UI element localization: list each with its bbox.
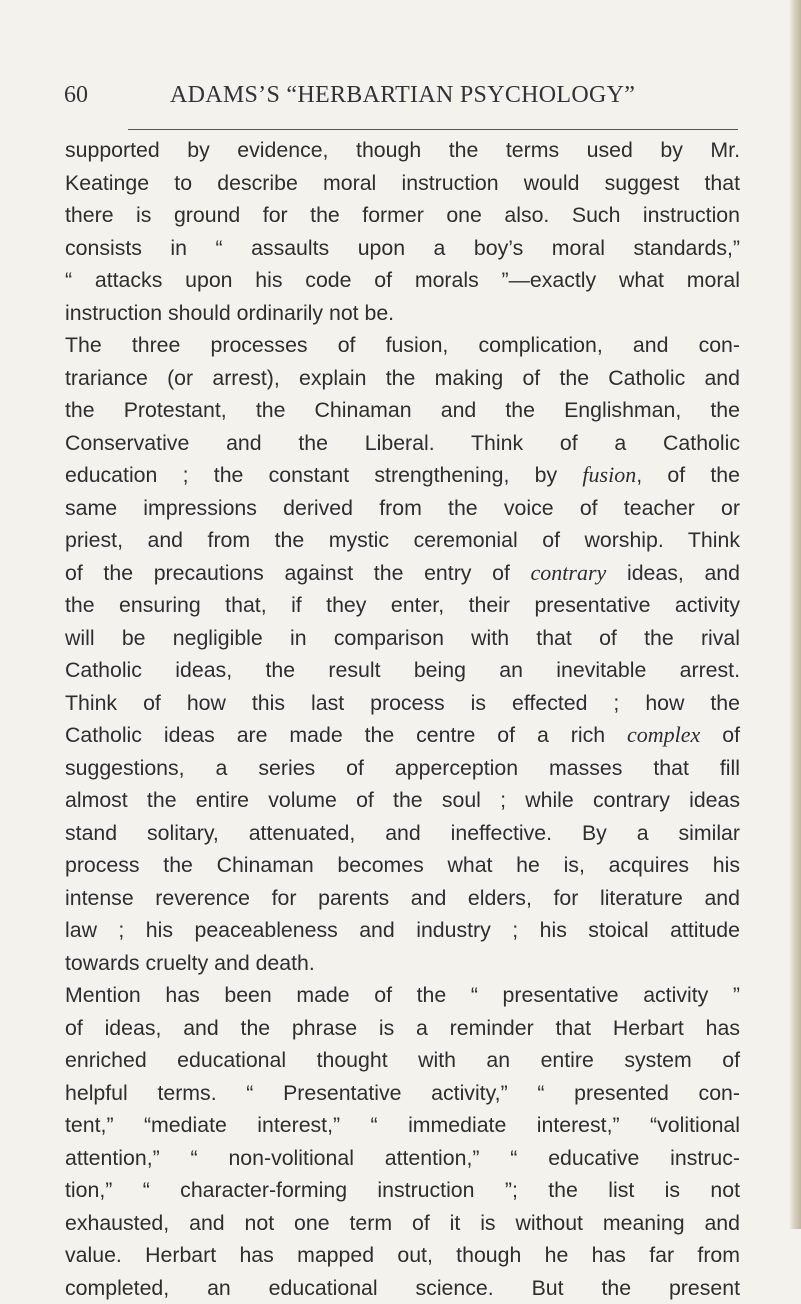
text-line [65,232,740,265]
text-line [65,849,740,882]
text-segment: value. Herbart has mapped out, though he has far from [65,1243,740,1267]
text-segment: Think of how this last process is effected ; how the [65,691,740,715]
page-header [64,82,744,122]
text-segment: attention,” “ non-volitional attention,” “ educative instruc- [65,1146,740,1170]
text-line [65,947,740,980]
text-segment: towards cruelty and death. [65,951,315,975]
text-line [65,167,740,200]
text-segment: Mention has been made of the “ presentative activity ” [65,983,740,1007]
text-line [65,199,740,232]
header-rule [128,129,738,130]
text-segment: same impressions derived from the voice of teacher or [65,496,740,520]
text-line [65,1142,740,1175]
text-segment: consists in “ assaults upon a boy’s moral standards,” [65,236,740,260]
text-line [65,264,740,297]
text-segment: Keatinge to describe moral instruction would suggest that [65,171,740,195]
text-line [65,1077,740,1110]
italic-term: contrary [531,560,607,585]
text-segment: will be negligible in comparison with that of the rival [65,626,740,650]
text-segment: “ attacks upon his code of morals ”—exactly what moral [65,268,740,292]
text-line [65,1109,740,1142]
italic-term: complex [627,722,700,747]
text-segment: law ; his peaceableness and industry ; his stoical attitude [65,918,740,942]
text-segment: enriched educational thought with an entire system of [65,1048,740,1072]
text-segment: the ensuring that, if they enter, their presentative activity [65,593,740,617]
text-segment: of the precautions against the entry of [65,561,531,585]
page-number: 60 [64,82,88,109]
text-line [65,1239,740,1272]
text-segment: Conservative and the Liberal. Think of a Catholic [65,431,740,455]
text-segment: of ideas, and the phrase is a reminder that Herbart has [65,1016,740,1040]
text-line [65,784,740,817]
text-segment: helpful terms. “ Presentative activity,” “ presented con- [65,1081,740,1105]
text-line [65,979,740,1012]
text-segment: suggestions, a series of apperception masses that fill [65,756,740,780]
text-segment: Catholic ideas are made the centre of a rich [65,723,627,747]
text-line [65,622,740,655]
text-line [65,654,740,687]
text-line [65,1207,740,1240]
text-segment: completed, an educational science. But the present [65,1276,740,1300]
text-line [65,914,740,947]
text-segment: tion,” “ character-forming instruction ”; the list is not [65,1178,740,1202]
text-segment: intense reverence for parents and elders, for literature and [65,886,740,910]
text-segment: almost the entire volume of the soul ; while contrary ideas [65,788,740,812]
text-segment: of [700,723,740,747]
page-edge-shadow [789,0,801,1229]
text-line [65,1174,740,1207]
text-line [65,687,740,720]
text-segment: supported by evidence, though the terms used by Mr. [65,138,740,162]
text-segment: there is ground for the former one also. Such instruction [65,203,740,227]
running-title: ADAMS’S “HERBARTIAN PSYCHOLOGY” [170,82,635,109]
text-segment: stand solitary, attenuated, and ineffective. By a similar [65,821,740,845]
text-line [65,362,740,395]
text-line [65,817,740,850]
italic-term: fusion [582,462,636,487]
text-line [65,719,740,752]
text-segment: The three processes of fusion, complication, and con- [65,333,740,357]
text-line [65,524,740,557]
text-segment: instruction should ordinarily not be. [65,301,394,325]
text-line [65,752,740,785]
text-line [65,1012,740,1045]
text-line [65,329,740,362]
text-segment: trariance (or arrest), explain the making of the Catholic and [65,366,740,390]
text-segment: the Protestant, the Chinaman and the Englishman, the [65,398,740,422]
text-segment: exhausted, and not one term of it is without meaning and [65,1211,740,1235]
text-line [65,492,740,525]
text-segment: ideas, and [606,561,740,585]
text-line [65,589,740,622]
text-line [65,297,740,330]
text-line [65,427,740,460]
text-segment: tent,” “mediate interest,” “ immediate interest,” “volitional [65,1113,740,1137]
text-segment: priest, and from the mystic ceremonial of worship. Think [65,528,740,552]
text-segment: education ; the constant strengthening, by [65,463,582,487]
text-line [65,1272,740,1304]
body-text [65,134,740,1304]
text-segment: , of the [636,463,740,487]
text-line [65,882,740,915]
text-segment: Catholic ideas, the result being an inevitable arrest. [65,658,740,682]
text-segment: process the Chinaman becomes what he is, acquires his [65,853,740,877]
text-line [65,557,740,590]
text-line [65,459,740,492]
text-line [65,1044,740,1077]
text-line [65,134,740,167]
text-line [65,394,740,427]
